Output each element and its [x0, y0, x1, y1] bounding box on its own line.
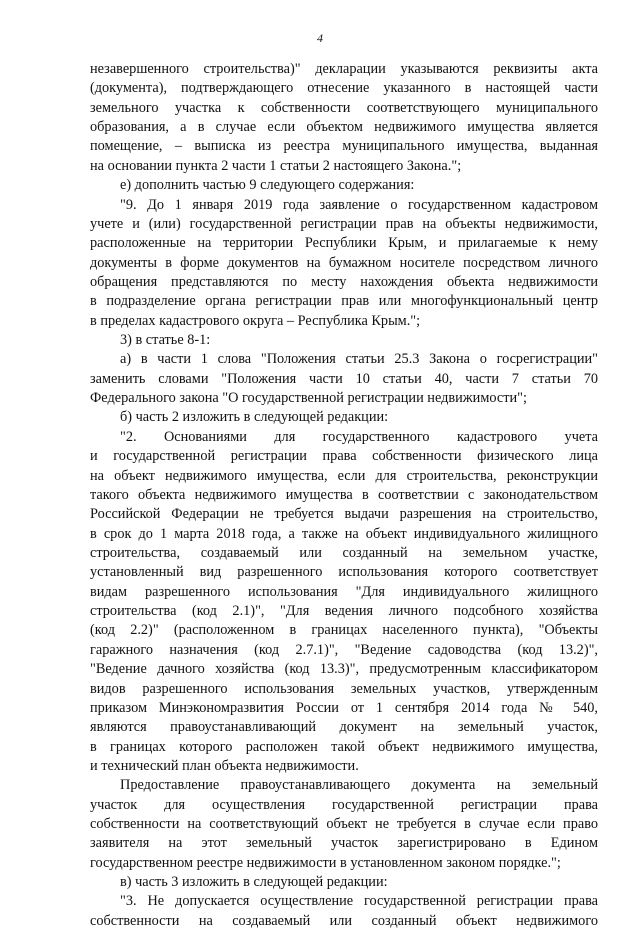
text-line: приказом Минэкономразвития России от 1 сентября 2014 года № 540,: [90, 699, 598, 716]
text-line: в подразделение органа регистрации прав или многофункциональный центр: [90, 293, 598, 310]
text-line: строительства, создаваемый или созданный на земельном участке,: [90, 544, 598, 561]
text-line: гаражного назначения (код 2.7.1)", "Ведение садоводства (код 13.2)",: [90, 641, 598, 658]
text-line: (код 2.2)" (расположенном в границах населенного пункта), "Объекты: [90, 622, 598, 639]
paragraph-start: а) в части 1 слова "Положения статьи 25.3 Закона о госрегистрации": [120, 351, 598, 368]
text-line: учете и (или) государственной регистрации прав на объекты недвижимости,: [90, 215, 598, 232]
text-line: документы в форме документов на бумажном носителе посредством личного: [90, 254, 598, 271]
text-line: земельного участка к собственности соответствующего муниципального: [90, 99, 598, 116]
paragraph-start: е) дополнить частью 9 следующего содержания:: [120, 177, 415, 194]
text-line: Федерального закона "О государственной регистрации недвижимости";: [90, 390, 527, 407]
text-line: помещение, – выписка из реестра муниципального имущества, выданная: [90, 138, 598, 155]
text-line: в границах которого расположен такой объект недвижимого имущества,: [90, 738, 598, 755]
text-line: обращения представляются по месту нахождения объекта недвижимости: [90, 273, 598, 290]
text-line: собственности на создаваемый или созданный объект недвижимого: [90, 912, 598, 929]
text-line: на основании пункта 2 части 1 статьи 2 настоящего Закона.";: [90, 157, 462, 174]
paragraph-start: 3) в статье 8-1:: [120, 332, 211, 349]
text-line: участок для осуществления государственной регистрации права: [90, 796, 598, 813]
paragraph-start: Предоставление правоустанавливающего документа на земельный: [120, 777, 598, 794]
text-line: установленный вид разрешенного использования которого соответствует: [90, 564, 598, 581]
paragraph-start: в) часть 3 изложить в следующей редакции:: [120, 874, 388, 891]
text-line: заявителя на этот земельный участок зарегистрировано в Едином: [90, 835, 598, 852]
page-number: 4: [317, 31, 323, 45]
text-line: являются правоустанавливающий документ на земельный участок,: [90, 719, 598, 736]
text-line: расположенные на территории Республики Крым, и прилагаемые к нему: [90, 235, 598, 252]
text-line: Российской Федерации не требуется выдачи разрешения на строительство,: [90, 506, 598, 523]
text-line: собственности на соответствующий объект не требуется в случае если право: [90, 816, 598, 833]
paragraph-start: б) часть 2 изложить в следующей редакции:: [120, 409, 389, 426]
text-line: строительства (код 2.1)", "Для ведения личного подсобного хозяйства: [90, 603, 598, 620]
text-line: в срок до 1 марта 2018 года, а также на объект индивидуального жилищного: [90, 525, 598, 542]
text-line: и государственной регистрации права собственности физического лица: [90, 448, 598, 465]
text-line: "Ведение дачного хозяйства (код 13.3)", предусмотренным классификатором: [90, 661, 598, 678]
text-line: видов разрешенного использования земельных участков, утвержденным: [90, 680, 598, 697]
paragraph-start: "3. Не допускается осуществление государственной регистрации права: [120, 893, 598, 910]
text-line: на объект недвижимого имущества, если для строительства, реконструкции: [90, 467, 598, 484]
text-line: государственном реестре недвижимости в установленном законом порядке.";: [90, 854, 561, 871]
text-line: видам разрешенного использования "Для индивидуального жилищного: [90, 583, 598, 600]
paragraph-start: "2. Основаниями для государственного кадастрового учета: [120, 428, 598, 445]
text-line: такого объекта недвижимого имущества в соответствии с законодательством: [90, 486, 598, 503]
document-body: [90, 60, 598, 931]
text-line: в пределах кадастрового округа – Республика Крым.";: [90, 312, 421, 329]
paragraph-start: "9. До 1 января 2019 года заявление о государственном кадастровом: [120, 196, 598, 213]
text-line: заменить словами "Положения части 10 статьи 40, части 7 статьи 70: [90, 370, 598, 387]
text-line: (документа), подтверждающего отнесение указанного в настоящей части: [90, 80, 598, 97]
text-line: и технический план объекта недвижимости.: [90, 757, 359, 774]
text-line: незавершенного строительства)" декларации указываются реквизиты акта: [90, 61, 598, 77]
text-line: образования, а в случае если объектом недвижимого имущества является: [90, 119, 598, 136]
